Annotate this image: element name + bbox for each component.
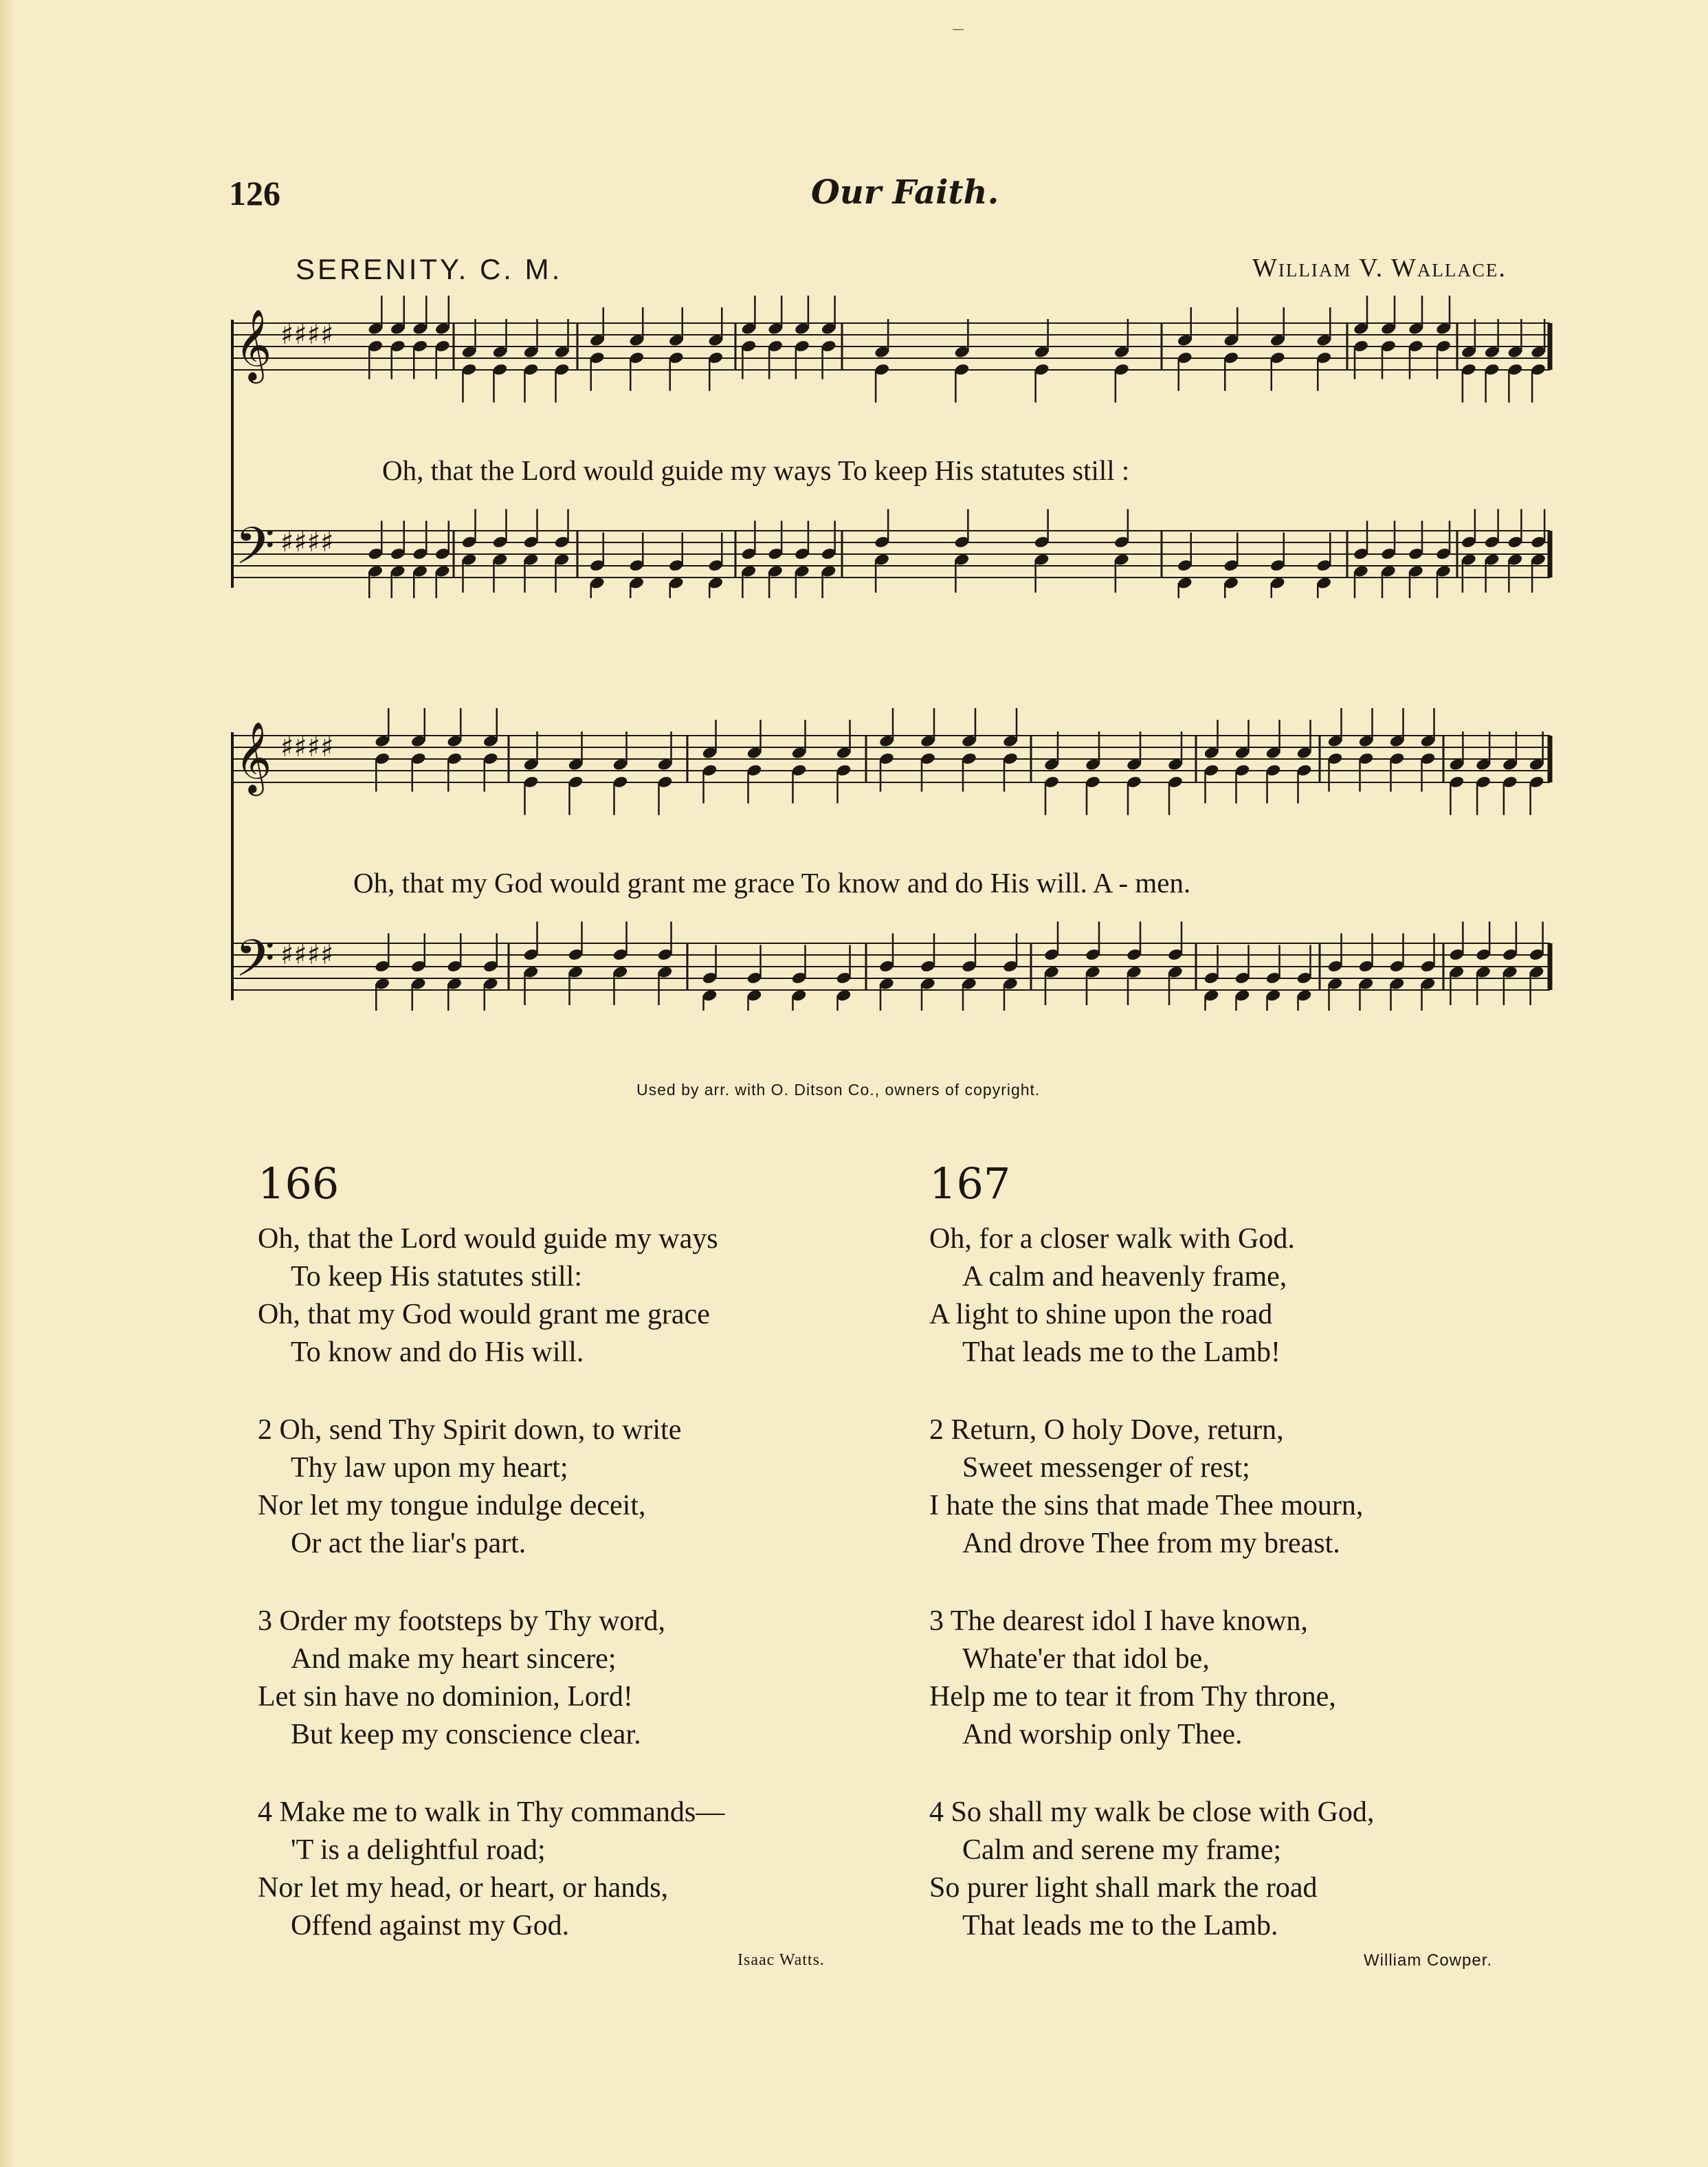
verse-line: To keep His statutes still: bbox=[291, 1261, 583, 1292]
music-lyric-line-2: Oh, that my God would grant me grace To know and do His will. A - men. bbox=[353, 867, 1191, 899]
verse-line: Help me to tear it from Thy throne, bbox=[929, 1681, 1336, 1713]
verse-line: So purer light shall mark the road bbox=[929, 1872, 1318, 1904]
verse-line: 2 Oh, send Thy Spirit down, to write bbox=[258, 1414, 682, 1446]
key-signature-icon: ♯♯♯♯ bbox=[280, 319, 334, 351]
hymn-number: 166 bbox=[258, 1158, 340, 1209]
music-notation-2 bbox=[220, 694, 1567, 1011]
verse-line: Calm and serene my frame; bbox=[962, 1834, 1282, 1866]
hymn-number: 167 bbox=[929, 1158, 1011, 1209]
verse-line: To know and do His will. bbox=[291, 1336, 584, 1368]
copyright-note: Used by arr. with O. Ditson Co., owners of copyright. bbox=[636, 1081, 1041, 1099]
key-signature-icon: ♯♯♯♯ bbox=[280, 527, 334, 558]
composer-credit: William V. Wallace. bbox=[1252, 254, 1507, 283]
verse-line: And worship only Thee. bbox=[962, 1719, 1243, 1750]
hymn-author: Isaac Watts. bbox=[737, 1951, 825, 1969]
key-signature-icon: ♯♯♯♯ bbox=[280, 732, 334, 763]
verse-line: 3 Order my footsteps by Thy word, bbox=[258, 1605, 665, 1637]
stanza-4 bbox=[258, 1794, 876, 1945]
stanza-3 bbox=[258, 1603, 876, 1754]
verse-line: That leads me to the Lamb! bbox=[962, 1336, 1281, 1368]
treble-clef-icon: 𝄞 bbox=[235, 721, 272, 793]
stanza-2 bbox=[258, 1411, 876, 1563]
verse-line: But keep my conscience clear. bbox=[291, 1719, 641, 1750]
hymn-author: William Cowper. bbox=[1364, 1951, 1493, 1970]
stanza-4 bbox=[929, 1794, 1548, 1945]
page-edge bbox=[0, 0, 15, 2167]
stanza-3 bbox=[929, 1603, 1548, 1754]
stanza-1 bbox=[258, 1220, 876, 1372]
verse-line: And make my heart sincere; bbox=[291, 1643, 617, 1675]
music-system-2 bbox=[220, 694, 1567, 1011]
page-mark bbox=[953, 29, 964, 30]
verse-line: Nor let my head, or heart, or hands, bbox=[258, 1872, 669, 1904]
treble-clef-icon: 𝄞 bbox=[235, 309, 272, 381]
key-signature-icon: ♯♯♯♯ bbox=[280, 939, 334, 971]
hymn-167 bbox=[929, 1158, 1548, 1985]
hymn-166 bbox=[258, 1158, 876, 1985]
verse-line: 3 The dearest idol I have known, bbox=[929, 1605, 1308, 1637]
verse-line: 4 So shall my walk be close with God, bbox=[929, 1796, 1375, 1828]
verse-line: A light to shine upon the road bbox=[929, 1299, 1273, 1330]
verse-line: A calm and heavenly frame, bbox=[962, 1261, 1287, 1292]
verse-line: Offend against my God. bbox=[291, 1910, 570, 1942]
music-lyric-line-1: Oh, that the Lord would guide my ways To keep His statutes still : bbox=[382, 454, 1130, 486]
verse-line: Nor let my tongue indulge deceit, bbox=[258, 1490, 646, 1521]
verse-line: I hate the sins that made Thee mourn, bbox=[929, 1490, 1364, 1521]
verse-line: And drove Thee from my breast. bbox=[962, 1528, 1340, 1559]
music-system-1 bbox=[220, 282, 1567, 598]
verse-line: Sweet messenger of rest; bbox=[962, 1452, 1250, 1484]
verse-line: Let sin have no dominion, Lord! bbox=[258, 1681, 633, 1713]
running-title: Our Faith. bbox=[811, 173, 999, 212]
bass-clef-icon: 𝄢 bbox=[235, 516, 275, 588]
verse-line: Thy law upon my heart; bbox=[291, 1452, 568, 1484]
verse-line: Whate'er that idol be, bbox=[962, 1643, 1210, 1675]
verse-line: 2 Return, O holy Dove, return, bbox=[929, 1414, 1284, 1446]
page-number: 126 bbox=[229, 174, 280, 212]
verse-line: Oh, for a closer walk with God. bbox=[929, 1223, 1295, 1255]
stanza-1 bbox=[929, 1220, 1548, 1372]
verse-line: Oh, that my God would grant me grace bbox=[258, 1299, 710, 1330]
music-notation-1 bbox=[220, 282, 1567, 598]
verse-line: That leads me to the Lamb. bbox=[962, 1910, 1278, 1942]
verse-line: 4 Make me to walk in Thy commands— bbox=[258, 1796, 725, 1828]
bass-clef-icon: 𝄢 bbox=[235, 929, 275, 1001]
tune-title: SERENITY. C. M. bbox=[296, 253, 563, 285]
verse-line: Oh, that the Lord would guide my ways bbox=[258, 1223, 718, 1255]
stanza-2 bbox=[929, 1411, 1548, 1563]
verse-line: Or act the liar's part. bbox=[291, 1528, 526, 1559]
verse-line: 'T is a delightful road; bbox=[291, 1834, 546, 1866]
